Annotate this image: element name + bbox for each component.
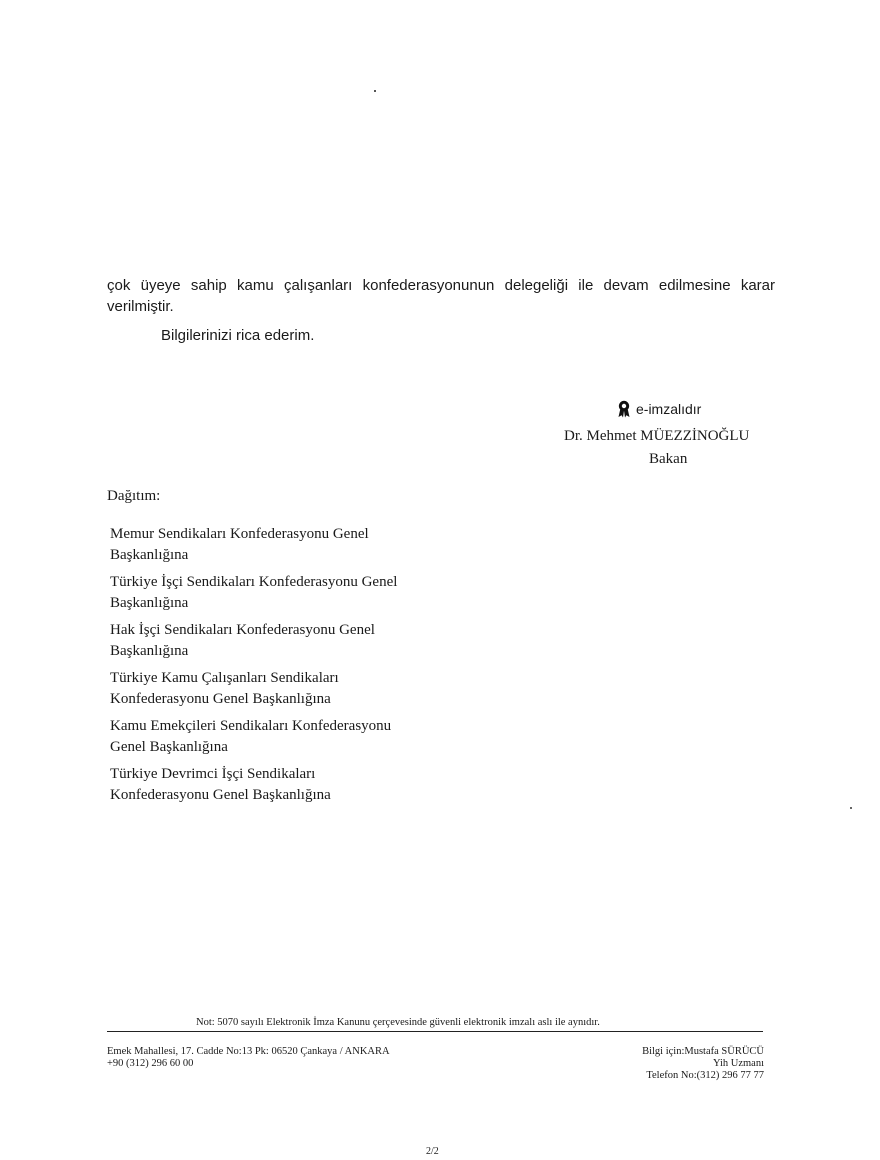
list-item xyxy=(110,764,470,806)
letter-paragraph: çok üyeye sahip kamu çalışanları konfederasyonunun delegeliği ile devam edilmesine karar verilmiştir. xyxy=(107,277,775,315)
list-item xyxy=(110,524,470,566)
letter-body xyxy=(107,275,775,346)
esign-legal-note: Not: 5070 sayılı Elektronik İmza Kanunu çerçevesinde güvenli elektronik imzalı aslı ile aynıdır. xyxy=(196,1017,600,1028)
recipient-line: Türkiye Kamu Çalışanları Sendikaları xyxy=(110,670,339,686)
scan-speck xyxy=(374,90,376,92)
phone-line: +90 (312) 296 60 00 xyxy=(107,1058,194,1069)
list-item xyxy=(110,572,470,614)
page-number: 2/2 xyxy=(426,1146,439,1157)
recipient-line: Genel Başkanlığına xyxy=(110,739,228,755)
recipient-line: Türkiye Devrimci İşçi Sendikaları xyxy=(110,766,316,782)
list-item xyxy=(110,716,470,758)
contact-phone: Telefon No:(312) 296 77 77 xyxy=(646,1070,764,1081)
list-item xyxy=(110,668,470,710)
signer-title: Bakan xyxy=(649,451,688,467)
footer-divider xyxy=(107,1031,763,1032)
scan-speck xyxy=(850,807,852,809)
recipient-line: Başkanlığına xyxy=(110,547,189,563)
footer-contact xyxy=(642,1046,764,1082)
recipient-line: Hak İşçi Sendikaları Konfederasyonu Genel xyxy=(110,622,375,638)
signer-name: Dr. Mehmet MÜEZZİNOĞLU xyxy=(564,428,750,444)
list-item xyxy=(110,620,470,662)
recipient-line: Türkiye İşçi Sendikaları Konfederasyonu Genel xyxy=(110,574,398,590)
footer-address xyxy=(107,1046,390,1070)
recipient-line: Başkanlığına xyxy=(110,643,189,659)
seal-ribbon-icon xyxy=(617,400,631,418)
esign-label: e-imzalıdır xyxy=(636,401,702,417)
recipient-line: Konfederasyonu Genel Başkanlığına xyxy=(110,787,331,803)
recipient-line: Konfederasyonu Genel Başkanlığına xyxy=(110,691,331,707)
esign-badge xyxy=(617,400,701,418)
address-line: Emek Mahallesi, 17. Cadde No:13 Pk: 06520 Çankaya / ANKARA xyxy=(107,1046,390,1057)
recipient-line: Başkanlığına xyxy=(110,595,189,611)
recipient-line: Memur Sendikaları Konfederasyonu Genel xyxy=(110,526,369,542)
contact-role: Yih Uzmanı xyxy=(712,1058,764,1069)
letter-closing: Bilgilerinizi rica ederim. xyxy=(161,327,315,344)
recipient-line: Kamu Emekçileri Sendikaları Konfederasyonu xyxy=(110,718,392,734)
distribution-heading: Dağıtım: xyxy=(107,488,161,504)
distribution-list xyxy=(110,524,470,812)
contact-person: Bilgi için:Mustafa SÜRÜCÜ xyxy=(642,1046,764,1057)
